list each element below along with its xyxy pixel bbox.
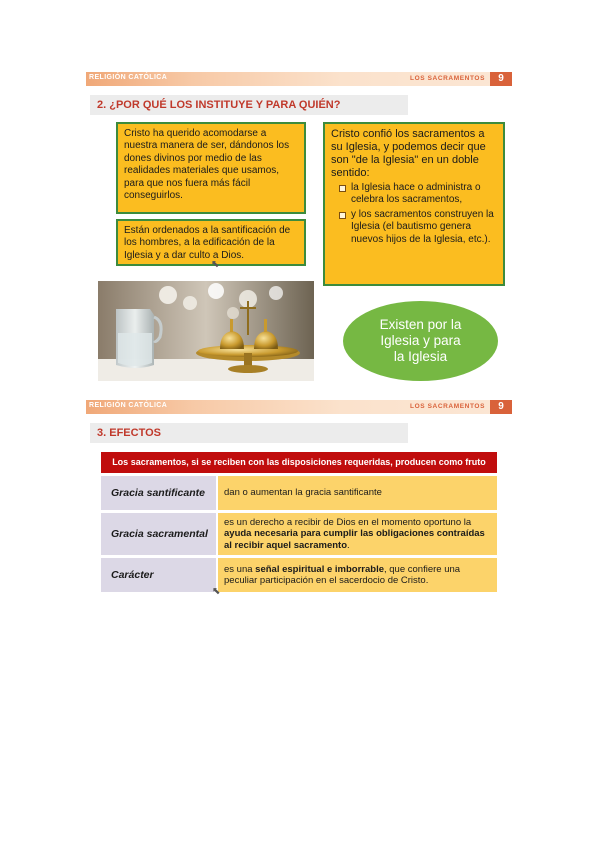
text-box-church-sacraments [323,122,505,286]
table-row [101,513,497,555]
sacramental-objects-photo [98,281,314,381]
box3-list [331,182,497,246]
banner-topic: LOS SACRAMENTOS [410,75,485,82]
box3-list-item: y los sacramentos construyen la Iglesia (el bautismo genera nuevos hijos de la Iglesia, etc.). [331,209,497,246]
table-row [101,476,497,510]
box1-text: Cristo ha querido acomodarse a nuestra manera de ser, dándonos los dones divinos por medio de las realidades materiales que usamos, para que nos fuera más fácil conseguirlos. [124,128,290,202]
box2-text: Están ordenados a la santificación de los hombres, a la edificación de la Iglesia y a dar culto a Dios. [124,225,291,261]
slide2-banner [86,400,512,414]
row-label: Gracia santificante [101,476,216,510]
row-description: dan o aumentan la gracia santificante [218,476,497,510]
mouse-cursor-icon: ⬉ [212,586,221,597]
row-label: Carácter [101,558,216,592]
effects-table-header: Los sacramentos, si se reciben con las disposiciones requeridas, producen como fruto [101,452,497,473]
photo-illustration [98,281,314,381]
box3-list-item: la Iglesia hace o administra o celebra los sacramentos, [331,182,497,207]
banner-page-number: 9 [490,400,512,414]
mouse-cursor-icon: ⬉ [211,259,220,270]
square-bullet-icon [339,212,346,219]
slide1-banner [86,72,512,86]
banner-subject: RELIGIÓN CATÓLICA [89,74,168,81]
banner-subject: RELIGIÓN CATÓLICA [89,402,168,409]
section-heading-2: 2. ¿POR QUÉ LOS INSTITUYE Y PARA QUIÉN? [90,95,408,115]
section-heading-3: 3. EFECTOS [90,423,408,443]
ellipse-church-callout [343,301,498,381]
banner-topic: LOS SACRAMENTOS [410,403,485,410]
ellipse-text: Existen por la Iglesia y para la Iglesia [379,317,462,364]
table-row [101,558,497,592]
square-bullet-icon [339,185,346,192]
banner-page-number: 9 [490,72,512,86]
box3-intro: Cristo confió los sacramentos a su Iglesia, y podemos decir que son "de la Iglesia" en un doble sentido: [331,128,486,179]
row-description: es una señal espiritual e imborrable, que confiere una peculiar participación en el sacerdocio de Cristo. [218,558,497,592]
row-description: es un derecho a recibir de Dios en el momento oportuno la ayuda necesaria para cumplir las obligaciones contraídas al recibir aquel sacramento. [218,513,497,555]
text-box-material-realities [116,122,306,214]
row-label: Gracia sacramental [101,513,216,555]
